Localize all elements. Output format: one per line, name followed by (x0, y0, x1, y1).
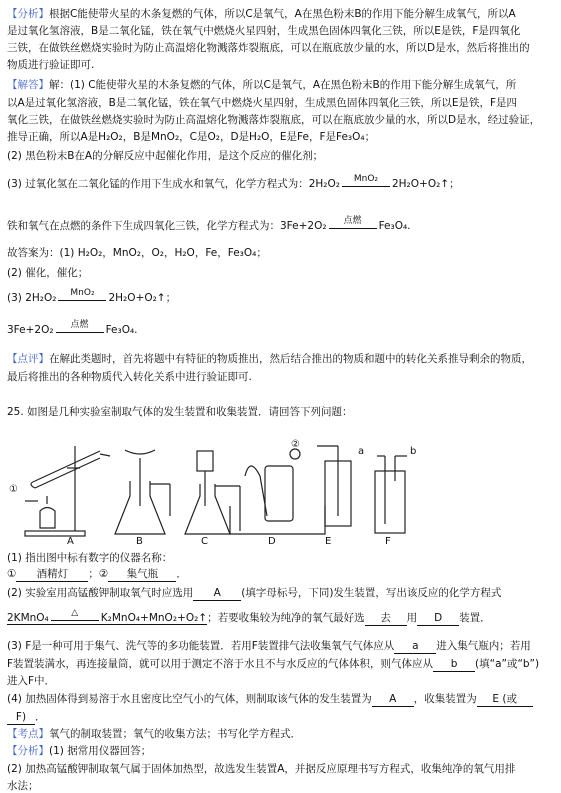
marker-2: ② (291, 439, 300, 450)
analysis-line-3: 三铁，在做铁丝燃烧实验时为防止高温熔化物溅落炸裂瓶底，可以在瓶底放少量的水，所以D是水，然后将推出的 (7, 42, 530, 54)
label-b: B (136, 536, 143, 547)
label-e: E (325, 536, 332, 547)
answer-3-condition: MnO₂ (70, 288, 95, 298)
equation-3-condition: △ (71, 608, 79, 618)
answer-1b: 集气瓶 (108, 567, 176, 582)
equation-1-products: 2H₂O+O₂↑； (391, 178, 460, 190)
analysis-tag: 【分析】 (7, 8, 49, 20)
part-3-prefix: (3) F是一种可用于集气、洗气等的多功能装置．若用F装置排气法收集氧气气体应从 (7, 640, 395, 652)
equation-3-arrow (49, 608, 101, 625)
answer-4a: A (372, 692, 414, 707)
question-25-title: 25. 如图是几种实验室制取气体的发生装置和收集装置．请回答下列问题： (7, 406, 353, 418)
equation-2-condition: 点燃 (343, 216, 362, 226)
apparatus-d (230, 449, 325, 534)
equation-1-arrow (340, 174, 392, 191)
answer-4b: E (或 (477, 692, 533, 707)
part-2-middle-2: 用 (406, 612, 418, 624)
part-3-middle: 进入集气瓶内；若用 (436, 640, 531, 652)
q25-analysis-line-2: (2) 加热高锰酸钾制取氧气属于固体加热型，故选发生装置A，并据反应原理书写方程式，收集纯净的氧气用排 (7, 763, 516, 775)
apparatus-f (375, 456, 407, 533)
q25-part-3-line-2 (7, 657, 539, 672)
answer-separator: ；② (88, 568, 109, 580)
solution-line-2: 以A是过氧化氢溶液，B是二氧化锰，铁在氧气中燃烧火星四射，生成黑色固体四氧化三铁，所以E是铁，F是四 (7, 97, 518, 109)
q25-analysis-line-1 (7, 744, 151, 758)
q25-part-4-line-2 (7, 710, 46, 725)
label-c: C (201, 536, 208, 547)
answer-4-reactants: 3Fe+2O₂ (7, 324, 54, 336)
q25-part-2 (7, 586, 501, 601)
label-f: F (385, 536, 391, 547)
answer-2a: A (193, 586, 241, 601)
answer-2c: D (417, 611, 459, 626)
review-line-1 (7, 352, 532, 366)
part-4-end: ． (35, 711, 46, 723)
apparatus-svg (5, 436, 470, 551)
apparatus-a (25, 446, 110, 536)
analysis-text-1: 根据C能使带火星的木条复燃的气体，所以C是氧气，A在黑色粉末B的作用下能分解生成氧气，所以A (49, 8, 516, 20)
answer-2b: 去 (365, 611, 407, 626)
equation-3-reactants: 2KMnO₄ (7, 612, 49, 624)
answer-4 (7, 320, 138, 337)
q25-part-3-line-1 (7, 639, 531, 654)
part-4-prefix: (4) 加热固体得到易溶于水且密度比空气小的气体，则制取该气体的发生装置为 (7, 693, 372, 705)
solution-tag: 【解答】 (7, 79, 49, 91)
solution-equation-1 (7, 174, 460, 191)
knowledge-point-text: 氧气的制取装置；氧气的收集方法；书写化学方程式． (49, 728, 301, 740)
knowledge-point-tag: 【考点】 (7, 728, 49, 740)
answer-1a: 酒精灯 (16, 567, 88, 582)
solution-line-3: 氧化三铁，在做铁丝燃烧实验时为防止高温熔化物溅落炸裂瓶底，可以在瓶底放少量的水，所以D是水，经过验证， (7, 114, 541, 126)
q25-analysis-tag: 【分析】 (7, 745, 49, 757)
equation-2-products: Fe₃O₄. (378, 220, 411, 232)
solution-equation-2 (7, 216, 411, 233)
answer-4b-continued: F) (7, 710, 35, 725)
answer-3-reactants: (3) 2H₂O₂ (7, 292, 57, 304)
apparatus-b (115, 450, 170, 534)
equation-2-arrow (327, 216, 379, 233)
part-3-line-2-prefix: F装置装满水，再连接量筒，就可以用于测定不溶于水且不与水反应的气体体积，则气体应从 (7, 658, 434, 670)
answer-3-arrow (56, 288, 108, 305)
answer-2-equation (7, 608, 208, 625)
analysis-line-1 (7, 7, 516, 21)
review-line-2: 最后将推出的各种物质代入转化关系中进行验证即可. (7, 371, 252, 383)
port-b-label: b (410, 446, 417, 457)
solution-line-1 (7, 78, 516, 92)
part-2-suffix: (填字母标号，下同)发生装置，写出该反应的化学方程式 (241, 587, 502, 599)
solution-line-5: (2) 黑色粉末B在A的分解反应中起催化作用，是这个反应的催化剂； (7, 150, 324, 162)
equation-2-reactants: 铁和氧气在点燃的条件下生成四氧化三铁，化学方程式为：3Fe+2O₂ (7, 220, 327, 232)
part-3-line-2-suffix: (填“a”或“b”) (475, 658, 540, 670)
answer-3a: a (394, 639, 436, 654)
q25-part-1: (1) 指出图中标有数字的仪器名称： (7, 552, 173, 564)
part-2-prefix: (2) 实验室用高锰酸钾制取氧气时应选用 (7, 587, 194, 599)
answer-3b: b (433, 657, 475, 672)
q25-part-2-equation (7, 608, 491, 626)
q25-analysis-line-3: 水法； (7, 780, 39, 792)
apparatus-diagram (5, 436, 470, 551)
port-a-label: a (358, 446, 365, 457)
label-d: D (268, 536, 276, 547)
answer-4-condition: 点燃 (70, 320, 89, 330)
solution-line-4: 推导正确，所以A是H₂O₂，B是MnO₂，C是O₂，D是H₂O，E是Fe，F是Fe₃O₄； (7, 131, 376, 143)
q25-part-3-line-3: 进入F中． (7, 675, 56, 687)
apparatus-c (185, 451, 240, 534)
answer-4-products: Fe₃O₄. (105, 324, 138, 336)
answer-2: (2) 催化，催化； (7, 267, 89, 279)
q25-part-1-answers (7, 567, 187, 582)
review-tag: 【点评】 (7, 353, 49, 365)
answer-3-products: 2H₂O+O₂↑； (108, 292, 177, 304)
knowledge-point (7, 727, 301, 741)
equation-1-reactants: (3) 过氧化氢在二氧化锰的作用下生成水和氧气，化学方程式为：2H₂O₂ (7, 178, 340, 190)
analysis-line-2: 是过氧化氢溶液，B是二氧化锰，铁在氧气中燃烧火星四射，生成黑色固体四氧化三铁，所以E是铁，F是四氧化 (7, 25, 521, 37)
part-2-middle: ；若要收集较为纯净的氧气最好选 (207, 612, 365, 624)
answer-3 (7, 288, 177, 305)
part-4-middle: ，收集装置为 (413, 693, 477, 705)
marker-1: ① (9, 484, 18, 495)
analysis-line-4: 物质进行验证即可. (7, 59, 95, 71)
answer-1a-number: ① (7, 568, 17, 580)
q25-analysis-text-1: (1) 据常用仪器回答； (49, 745, 152, 757)
equation-3-products: K₂MnO₄+MnO₂+O₂↑ (100, 612, 208, 624)
label-a: A (67, 536, 74, 547)
part-2-end: 装置． (459, 612, 491, 624)
q25-part-4-line-1 (7, 692, 533, 707)
review-text-1: 在解此类题时，首先将题中有特征的物质推出，然后结合推出的物质和题中的转化关系推导剩余的物质， (49, 353, 532, 365)
apparatus-e (317, 446, 351, 526)
equation-1-condition: MnO₂ (353, 174, 379, 184)
answer-intro: 故答案为：(1) H₂O₂，MnO₂，O₂，H₂O，Fe，Fe₃O₄； (7, 247, 267, 259)
answer-4-arrow (54, 320, 106, 337)
solution-text-1: 解：(1) C能使带火星的木条复燃的气体，所以C是氧气，A在黑色粉末B的作用下能分解生成氧气，所 (49, 79, 517, 91)
answer-1-end: ． (176, 568, 187, 580)
